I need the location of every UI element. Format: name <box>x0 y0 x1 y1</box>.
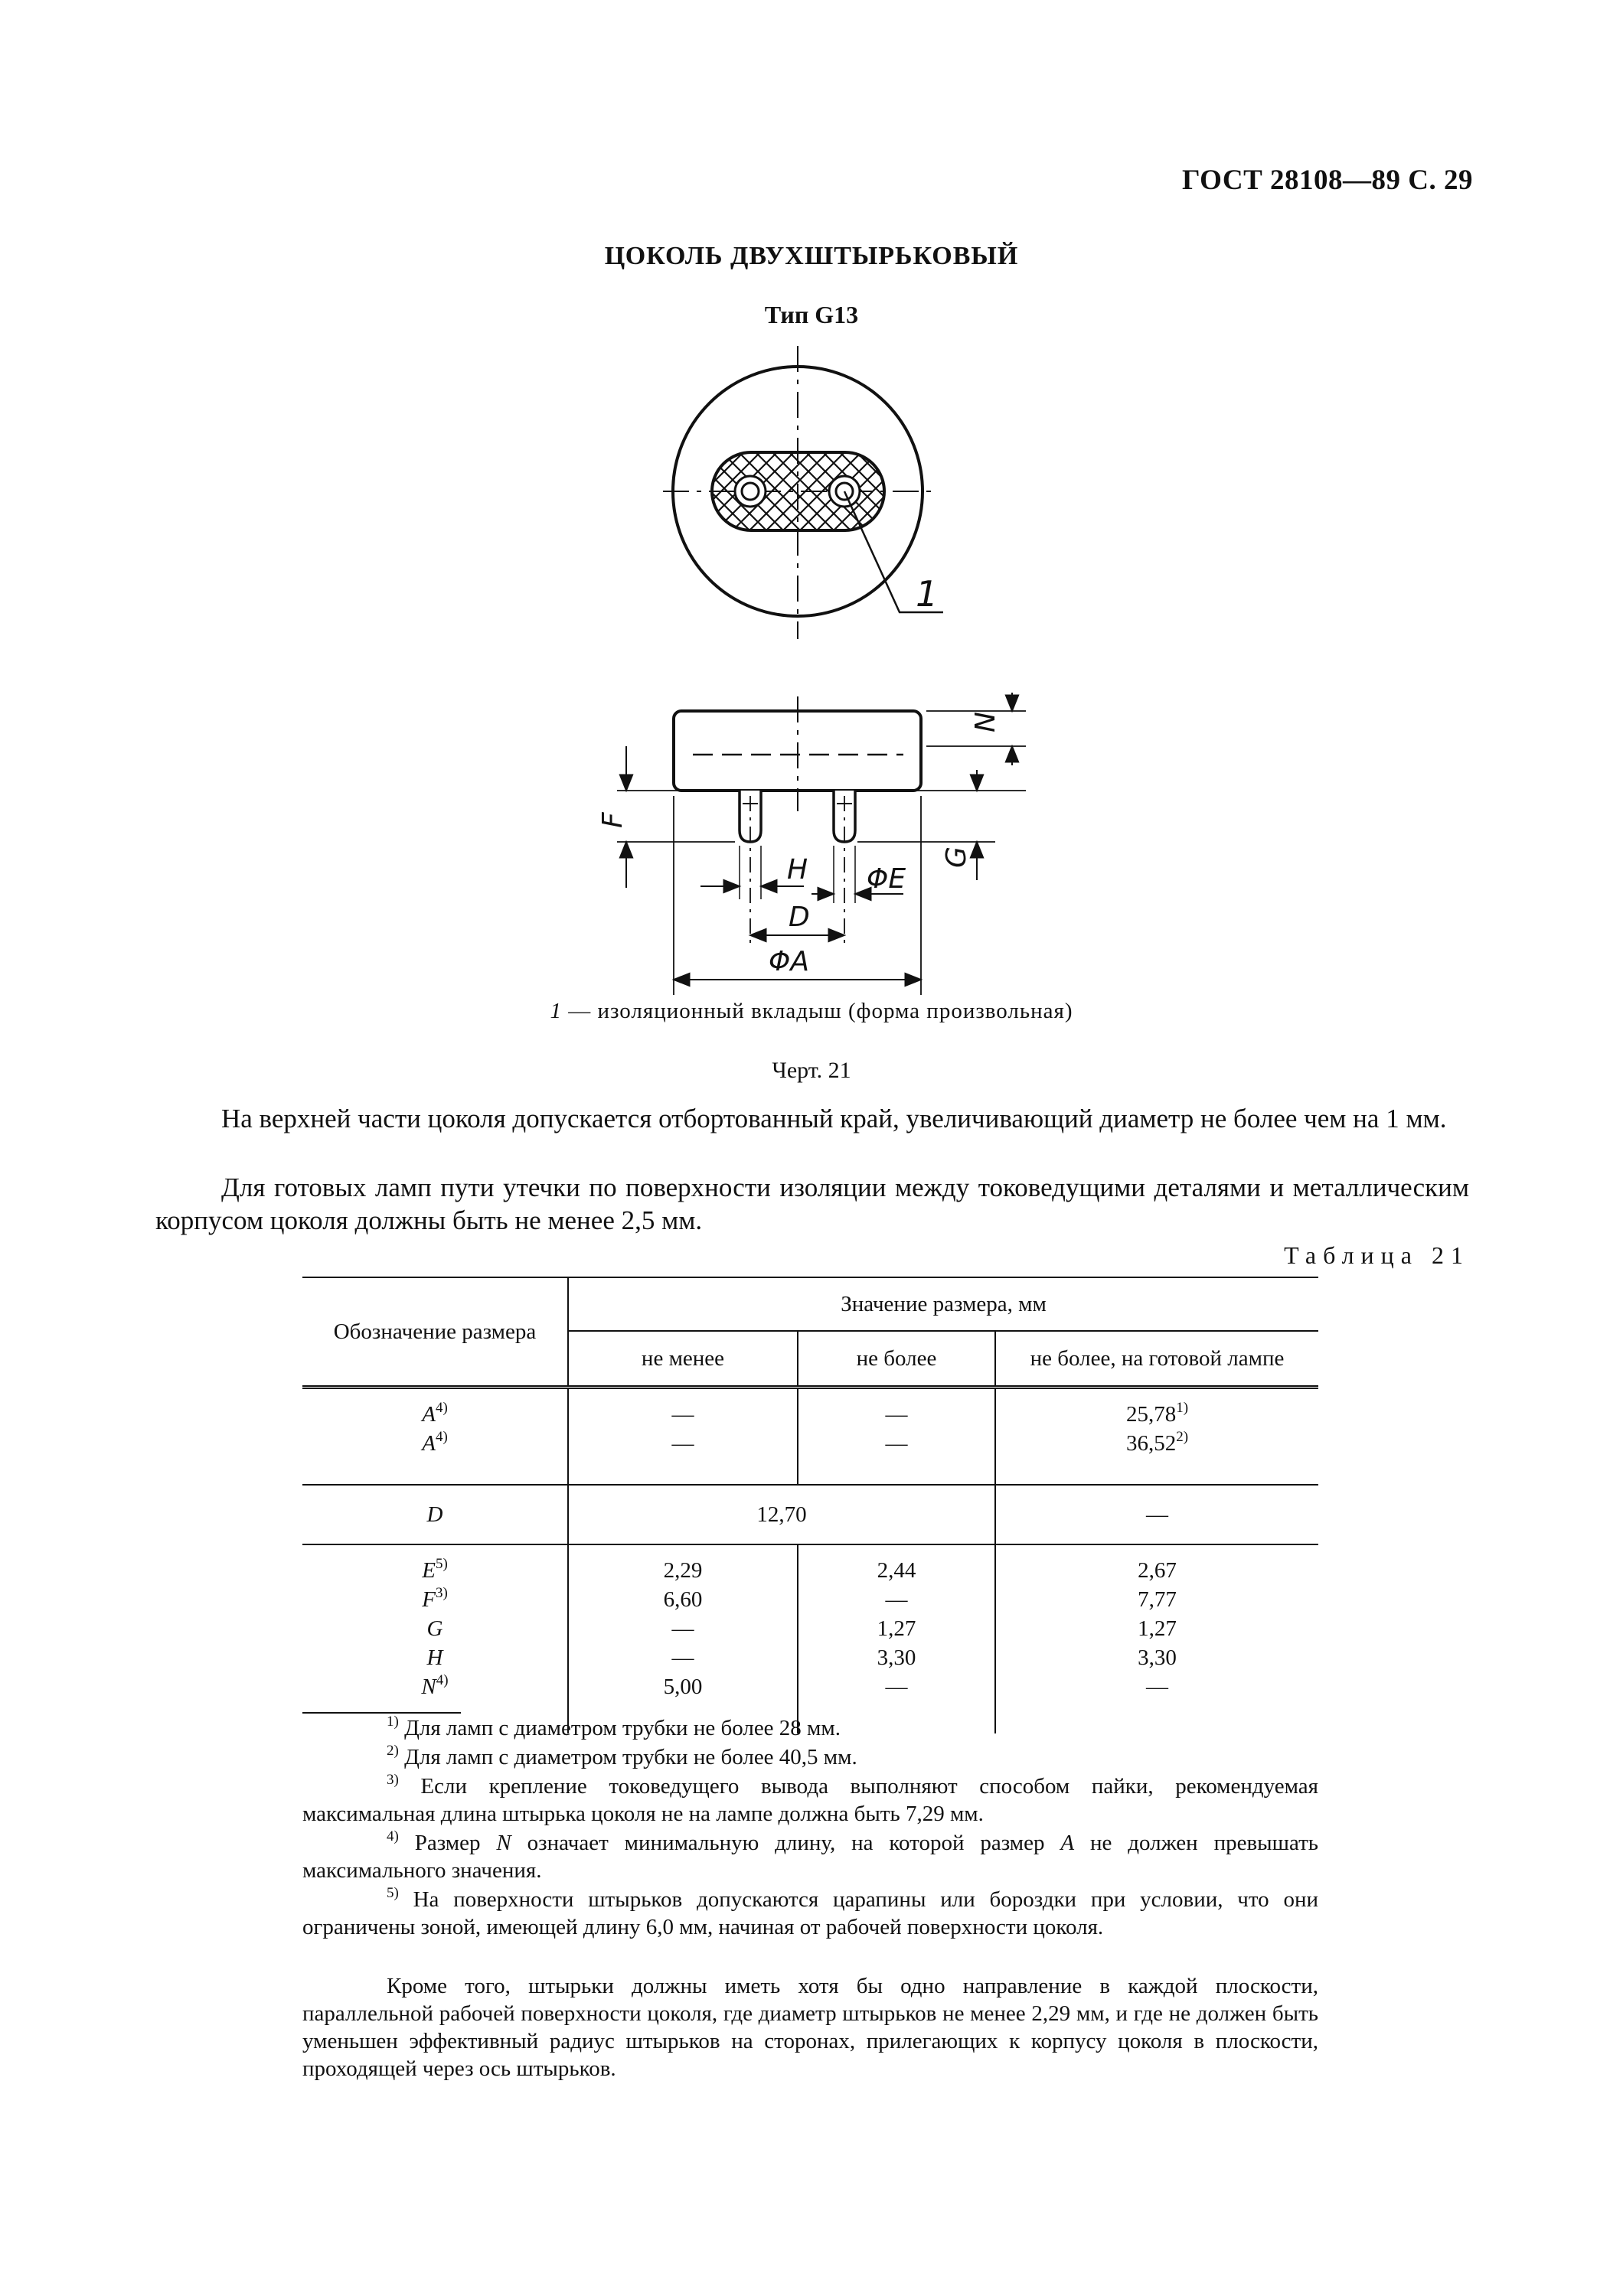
table-row-group-1: $A^{4)}$ $A^{4)}$ — — — — 25,78$^{1)}$ 36,52$^{2)}$ <box>302 1388 1318 1486</box>
footnote-2: $^{2)}$ Для ламп с диаметром трубки не более 40,5 мм. <box>387 1743 857 1769</box>
header-max: не более <box>798 1331 995 1388</box>
paragraph-1: На верхней части цоколя допускается отбортованный край, увеличивающий диаметр не более чем на 1 мм. <box>221 1104 1447 1133</box>
footnote-1: $^{1)}$ Для ламп с диаметром трубки не более 28 мм. <box>387 1714 841 1740</box>
footnote-3: $^{3)}$ Если крепление токоведущего вывода выполняют способом пайки, рекомендуемая максимальная длина штырька цоколя не на лампе должна быть 7,29 мм. <box>302 1772 1318 1826</box>
label-N: N <box>970 712 1001 732</box>
technical-drawing <box>0 0 1623 995</box>
table-21 <box>302 1277 1318 1733</box>
header-min: не менее <box>568 1331 798 1388</box>
side-view <box>617 693 1026 995</box>
label-insert: 1 <box>916 573 939 615</box>
figure-caption: 1 — изоляционный вкладыш (форма произвольная) <box>550 999 1073 1023</box>
footnote-rule <box>302 1712 461 1714</box>
top-view <box>663 346 943 639</box>
header-value: Значение размера, мм <box>568 1277 1318 1331</box>
page-header: ГОСТ 28108—89 С. 29 <box>1182 165 1473 196</box>
paragraph-2: Для готовых ламп пути утечки по поверхности изоляции между токоведущими деталями и металлическим корпусом цоколя должны быть не менее 2,5 мм. <box>155 1172 1469 1235</box>
footnote-5: $^{5)}$ На поверхности штырьков допускаются царапины или бороздки при условии, что они ограничены зоной, имеющей длину 6,0 мм, начиная от рабочей поверхности цоколя. <box>302 1885 1318 1939</box>
header-designation: Обозначение размера <box>302 1277 568 1388</box>
label-D: D <box>789 902 810 933</box>
footnote-continuation: Кроме того, штырьки должны иметь хотя бы одно направление в каждой плоскости, параллельной рабочей поверхности цоколя, где диаметр штырьков не менее 2,29 мм, и где не должен быть уменьшен эффективный радиус штырьков на сторонах, прилегающих к корпусу цоколя в плоскости, проходящей через ось штырьков. <box>302 1974 1318 2081</box>
table-row-group-2: D 12,70 — <box>302 1485 1318 1544</box>
label-G: G <box>941 846 972 868</box>
figure-label: Черт. 21 <box>772 1058 851 1083</box>
label-A: ΦA <box>769 946 809 977</box>
header-max-finished: не более, на готовой лампе <box>995 1331 1318 1388</box>
page-title: ЦОКОЛЬ ДВУХШТЫРЬКОВЫЙ <box>604 242 1019 270</box>
label-F: F <box>597 812 629 828</box>
label-E: ΦE <box>867 863 906 895</box>
footnote-4: $^{4)}$ Размер N означает минимальную длину, на которой размер A не должен превышать максимального значения. <box>302 1828 1318 1883</box>
table-row-group-3: $E^{5)}$ $F^{3)}$ G H $N^{4)}$ 2,29 6,60 — — 5,00 2,44 — 1,27 3,30 — 2,67 7,77 1,27 3,30 — <box>302 1544 1318 1733</box>
page-subtitle: Тип G13 <box>764 301 859 328</box>
label-H: H <box>787 854 808 885</box>
table-caption: Таблица 21 <box>1284 1241 1470 1269</box>
